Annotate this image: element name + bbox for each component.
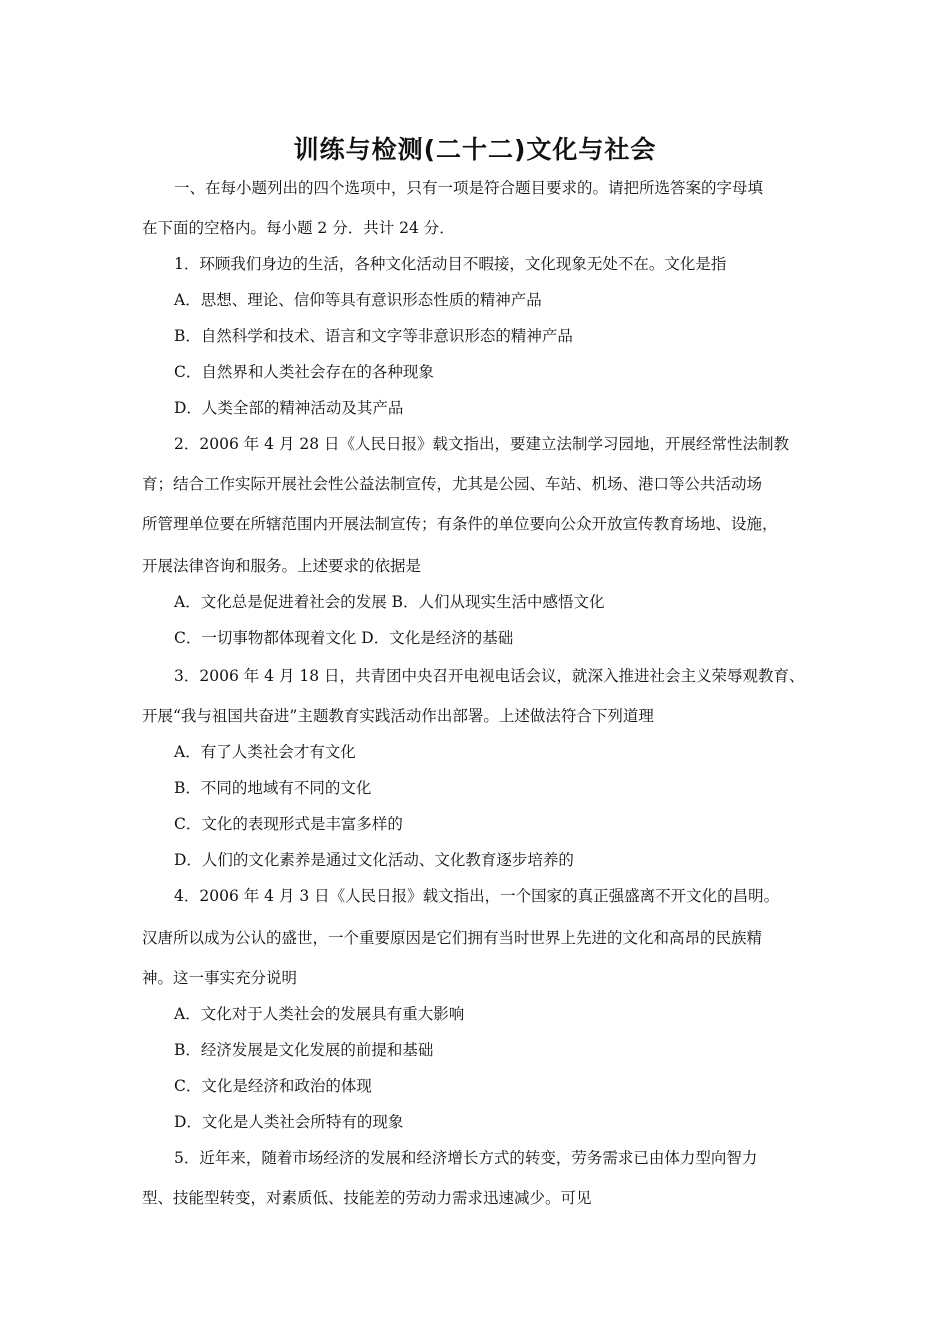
question-4-option-b: B．经济发展是文化发展的前提和基础 <box>174 1041 434 1059</box>
question-4-option-c: C．文化是经济和政治的体现 <box>174 1077 372 1095</box>
question-3-option-b: B．不同的地域有不同的文化 <box>174 779 372 797</box>
instruction-line-2: 在下面的空格内。每小题 2 分．共计 24 分． <box>142 219 455 237</box>
question-1-option-c: C．自然界和人类社会存在的各种现象 <box>174 363 434 381</box>
question-2-stem-line-1: 2．2006 年 4 月 28 日《人民日报》载文指出，要建立法制学习园地，开展经常性法制教 <box>174 435 790 453</box>
instruction-line-1: 一、在每小题列出的四个选项中，只有一项是符合题目要求的。请把所选答案的字母填 <box>174 179 764 197</box>
question-2-stem-line-4: 开展法律咨询和服务。上述要求的依据是 <box>142 557 422 575</box>
question-2-options-ab: A．文化总是促进着社会的发展 B．人们从现实生活中感悟文化 <box>174 593 605 611</box>
question-4-stem-line-1: 4．2006 年 4 月 3 日《人民日报》载文指出，一个国家的真正强盛离不开文化的昌明。 <box>174 887 780 905</box>
question-2-stem-line-2: 育；结合工作实际开展社会性公益法制宣传，尤其是公园、车站、机场、港口等公共活动场 <box>142 475 763 493</box>
question-2-options-cd: C．一切事物都体现着文化 D．文化是经济的基础 <box>174 629 514 647</box>
document-title: 训练与检测(二十二)文化与社会 <box>293 135 657 164</box>
question-4-stem-line-3: 神。这一事实充分说明 <box>142 969 298 987</box>
question-3-stem-line-2: 开展“我与祖国共奋进”主题教育实践活动作出部署。上述做法符合下列道理 <box>142 707 654 725</box>
question-1-option-b: B．自然科学和技术、语言和文字等非意识形态的精神产品 <box>174 327 573 345</box>
question-5-stem-line-2: 型、技能型转变，对素质低、技能差的劳动力需求迅速减少。可见 <box>142 1189 592 1207</box>
question-1-stem: 1．环顾我们身边的生活，各种文化活动目不暇接，文化现象无处不在。文化是指 <box>174 255 727 273</box>
question-4-option-d: D．文化是人类社会所特有的现象 <box>174 1113 404 1131</box>
question-4-option-a: A．文化对于人类社会的发展具有重大影响 <box>174 1005 465 1023</box>
question-3-stem-line-1: 3．2006 年 4 月 18 日，共青团中央召开电视电话会议，就深入推进社会主义荣辱观教育、 <box>174 667 805 685</box>
question-3-option-c: C．文化的表现形式是丰富多样的 <box>174 815 403 833</box>
question-3-option-d: D．人们的文化素养是通过文化活动、文化教育逐步培养的 <box>174 851 574 869</box>
question-4-stem-line-2: 汉唐所以成为公认的盛世，一个重要原因是它们拥有当时世界上先进的文化和高昂的民族精 <box>142 929 763 947</box>
question-1-option-d: D．人类全部的精神活动及其产品 <box>174 399 404 417</box>
question-3-option-a: A．有了人类社会才有文化 <box>174 743 356 761</box>
question-5-stem-line-1: 5．近年来，随着市场经济的发展和经济增长方式的转变，劳务需求已由体力型向智力 <box>174 1149 758 1167</box>
question-1-option-a: A．思想、理论、信仰等具有意识形态性质的精神产品 <box>174 291 542 309</box>
question-2-stem-line-3: 所管理单位要在所辖范围内开展法制宣传；有条件的单位要向公众开放宣传教育场地、设施， <box>142 515 778 533</box>
